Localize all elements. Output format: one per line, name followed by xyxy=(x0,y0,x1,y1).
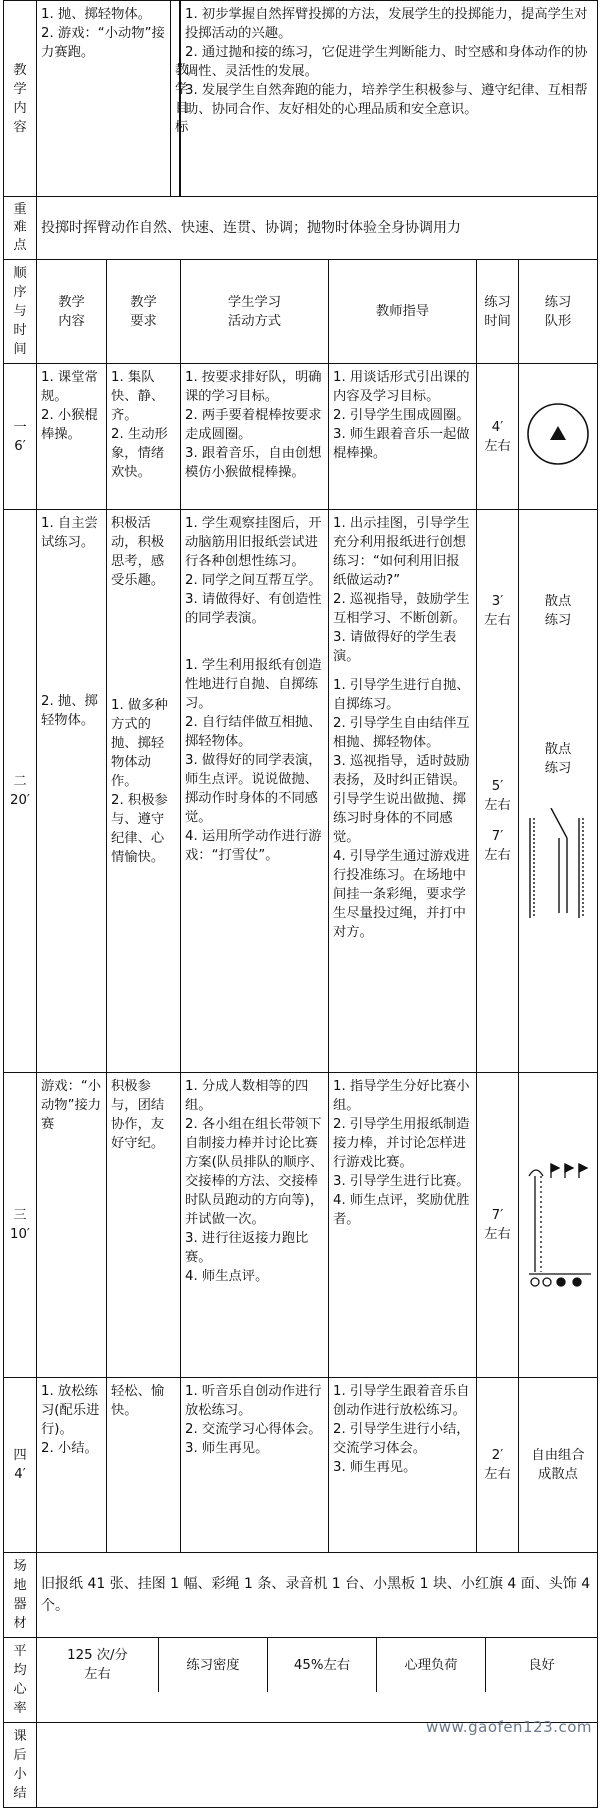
section-2-formation: 散点 练习 散点 练习 xyxy=(519,510,598,1073)
section-4-content: 1. 放松练习(配乐进行)。 2. 小结。 xyxy=(37,1378,107,1553)
load-value: 良好 xyxy=(528,1657,555,1673)
section-1-content: 1. 课堂常规。 2. 小猴棍棒操。 xyxy=(37,364,107,510)
equipment-label: 场地 器材 xyxy=(4,1553,37,1638)
section-1-order: 一 6′ xyxy=(4,364,37,510)
section-4-activities: 1. 听音乐自创动作进行放松练习。 2. 交流学习心得体会。 3. 师生再见。 xyxy=(181,1378,329,1553)
section-3-order: 三 10′ xyxy=(4,1073,37,1378)
teaching-goals-text: 1. 初步掌握自然挥臂投掷的方法，发展学生的投掷能力，提高学生对投掷活动的兴趣。 2. 通过抛和接的练习，它促进学生判断能力、时空感和身体动作的协调性、灵活性的发展。 3. 发展学生自然奔跑的能力，培养学生积极参与、遵守纪律、互相帮助、协同合作、友好相处的心理品质和安全意识。 xyxy=(181,1,598,197)
section-2-content: 1. 自主尝试练习。 2. 抛、掷轻物体。 xyxy=(37,510,107,1073)
header-guidance: 教师指导 xyxy=(329,260,477,364)
header-formation: 练习 队形 xyxy=(519,260,598,364)
relay-formation-icon xyxy=(521,1152,595,1292)
density-label: 练习密度 xyxy=(159,1638,268,1692)
section-3-formation xyxy=(519,1073,598,1378)
rope-throw-formation-icon xyxy=(523,808,593,928)
section-2-requirements: 积极活动，积极思考，感受乐趣。 1. 做多种方式的抛、掷轻物体动作。 2. 积极参与、遵守纪律、心情愉快。 xyxy=(107,510,181,1073)
section-3-activities: 1. 分成人数相等的四组。 2. 各小组在组长带领下自制接力棒并讨论比赛方案(队员排队的顺序、交接棒的方法、交接棒时队员跑动的方向等)，并试做一次。 3. 进行往返接力跑比赛。 4. 师生点评。 xyxy=(181,1073,329,1378)
key-points-label: 重 难 点 xyxy=(4,197,37,260)
section-1-time: 4′ 左右 xyxy=(477,364,519,510)
teaching-content-text: 1. 抛、掷轻物体。 2. 游戏：“小动物”接力赛跑。 xyxy=(37,1,171,196)
section-2-time: 3′ 左右 5′ 左右 7′ 左右 xyxy=(477,510,519,1073)
summary-label: 课后 小结 xyxy=(4,1723,37,1808)
heart-rate-label: 平均 心率 xyxy=(4,1638,37,1723)
site-watermark: www.gaofen123.com xyxy=(425,1718,592,1736)
density-value: 45%左右 xyxy=(268,1638,377,1692)
section-3-guidance: 1. 指导学生分好比赛小组。 2. 引导学生用报纸制造接力棒，并讨论怎样进行游戏比赛。 3. 引导学生进行比赛。 4. 师生点评，奖励优胜者。 xyxy=(329,1073,477,1378)
header-activities: 学生学习 活动方式 xyxy=(181,260,329,364)
teaching-goals-label: 教 学 目 标 xyxy=(171,1,180,196)
section-4-time: 2′ 左右 xyxy=(477,1378,519,1553)
header-order: 顺序 与 时间 xyxy=(4,260,37,364)
section-4-formation: 自由组合 成散点 xyxy=(519,1378,598,1553)
load-label: 心理负荷 xyxy=(377,1638,486,1692)
header-requirements: 教学 要求 xyxy=(107,260,181,364)
section-3-time: 7′ 左右 xyxy=(477,1073,519,1378)
section-2-order: 二 20′ xyxy=(4,510,37,1073)
section-1-guidance: 1. 用谈话形式引出课的内容及学习目标。 2. 引导学生围成圆圈。 3. 师生跟着音乐一起做棍棒操。 xyxy=(329,364,477,510)
section-1-formation xyxy=(519,364,598,510)
section-2-guidance: 1. 出示挂图，引导学生充分利用报纸进行创想练习：“如何利用旧报纸做运动?” 2. 巡视指导，鼓励学生互相学习、不断创新。 3. 请做得好的学生表演。 1. 引导学生进行自抛、自掷练习。 2. 引导学生自由结伴互相抛、掷轻物体。 3. 巡视指导，适时鼓励表扬，及时纠正错误。引导学生说出做抛、掷练习时身体的不同感觉。 4. 引导学生通过游戏进行投准练习。在场地中间挂一条彩绳，要求学生尽量投过绳，并打中对方。 xyxy=(329,510,477,1073)
section-1-requirements: 1. 集队快、静、齐。 2. 生动形象，情绪欢快。 xyxy=(107,364,181,510)
section-4-order: 四 4′ xyxy=(4,1378,37,1553)
section-3-content: 游戏：“小动物”接力赛 xyxy=(37,1073,107,1378)
section-2-activities: 1. 学生观察挂图后，开动脑筋用旧报纸尝试进行各种创想性练习。 2. 同学之间互帮互学。 3. 请做得好、有创造性的同学表演。 1. 学生利用报纸有创造性地进行自抛、自掷练习。 2. 自行结伴做互相抛、掷轻物体。 3. 做得好的同学表演，师生点评。说说做抛、掷动作时身体的不同感觉。 4. 运用所学动作进行游戏：“打雪仗”。 xyxy=(181,510,329,1073)
section-3-requirements: 积极参与，团结协作，友好守纪。 xyxy=(107,1073,181,1378)
circle-formation-icon xyxy=(523,399,593,469)
key-points-text: 投掷时挥臂动作自然、快速、连贯、协调；抛物时体验全身协调用力 xyxy=(37,197,598,260)
header-time: 练习 时间 xyxy=(477,260,519,364)
heart-rate-value: 125 次/分 左右 xyxy=(37,1638,159,1692)
section-1-activities: 1. 按要求排好队，明确课的学习目标。 2. 两手要着棍棒按要求走成圆圈。 3. 跟着音乐，自由创想模仿小猴做棍棒操。 xyxy=(181,364,329,510)
section-4-requirements: 轻松、愉快。 xyxy=(107,1378,181,1553)
section-4-guidance: 1. 引导学生跟着音乐自创动作进行放松练习。 2. 引导学生进行小结，交流学习体会。 3. 师生再见。 xyxy=(329,1378,477,1553)
equipment-text: 旧报纸 41 张、挂图 1 幅、彩绳 1 条、录音机 1 台、小黑板 1 块、小红旗 4 面、头饰 4 个。 xyxy=(37,1553,598,1638)
teaching-content-label: 教 学 内 容 xyxy=(4,1,37,197)
lesson-plan-table xyxy=(3,0,598,1808)
header-content: 教学 内容 xyxy=(37,260,107,364)
